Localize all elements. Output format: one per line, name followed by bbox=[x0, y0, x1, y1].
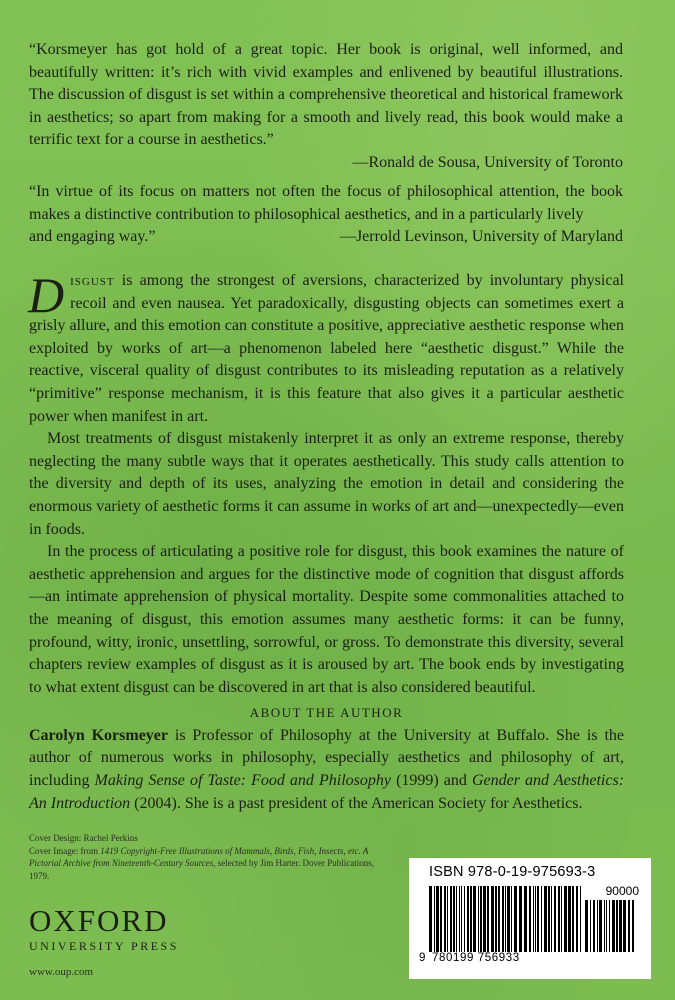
barcode-digits: 9 780199 756933 bbox=[419, 952, 520, 964]
publisher-website: www.oup.com bbox=[29, 966, 94, 978]
cover-design-credit: Cover Design: Rachel Perkins bbox=[29, 833, 138, 843]
publisher-subtitle: UNIVERSITY PRESS bbox=[29, 939, 179, 953]
endorsement-quote-2 bbox=[29, 181, 623, 249]
quote-attribution: —Ronald de Sousa, University of Toronto bbox=[352, 153, 623, 171]
book-description bbox=[28, 267, 625, 815]
isbn-label: ISBN 978-0-19-975693-3 bbox=[429, 864, 596, 880]
ean-barcode-icon bbox=[429, 886, 585, 952]
drop-cap: D bbox=[28, 267, 65, 323]
quote-attribution: —Jerrold Levinson, University of Maryland bbox=[339, 228, 623, 246]
book-title-2: Gender and Aesthetics: An Introduction bbox=[29, 772, 625, 812]
quote-text: “Korsmeyer has got hold of a great topic. Her book is original, well informed, and beautifully written: it’s rich with vivid examples and enlivened by beautiful illustrations. The discussion of disgust is set within a comprehensive theoretical and historical framework in aesthetics; so apart from making for a smooth and lively read, this book would make a terrific text for a course in aesthetics.” bbox=[29, 41, 623, 149]
price-barcode-icon bbox=[585, 900, 637, 952]
quote-text: “In virtue of its focus on matters not often the focus of philosophical attention, the book makes a distinctive contribution to philosophical aesthetics, and in a particularly lively bbox=[29, 183, 623, 223]
publisher-logo: OXFORD bbox=[29, 903, 169, 938]
description-paragraph-3: In the process of articulating a positive role for disgust, this book examines the nature of aesthetic apprehension and argues for the distinctive mode of cognition that disgust affords—an intimate apprehension of physical mortality. Despite some commonalities attached to the meaning of disgust, this emotion assumes many aesthetic forms: it can be funny, profound, witty, ironic, unsettling, sorrowful, or gross. To demonstrate this diversity, several chapters review examples of disgust as it is aroused by art. The book ends by investigating to what extent disgust can be discovered in art that is also considered beautiful. bbox=[29, 543, 624, 696]
quote-last-line: and engaging way.” bbox=[29, 228, 156, 246]
author-name: Carolyn Korsmeyer bbox=[29, 726, 168, 744]
about-author-text: Carolyn Korsmeyer is Professor of Philosophy at the University at Buffalo. She is the author of numerous works in philosophy, especially aesthetics and philosophy of art, including Making Sense of Taste: Food and Philosophy (1999) and Gender and Aesthetics: An Introduction (2004). She is a past president of the American Society for Aesthetics. bbox=[29, 726, 625, 812]
book-title-1: Making Sense of Taste: Food and Philosophy bbox=[94, 772, 391, 790]
price-code: 90000 bbox=[605, 884, 639, 898]
endorsement-quote-1 bbox=[29, 39, 623, 175]
cover-credits bbox=[29, 832, 389, 882]
small-caps-lead: isgust bbox=[70, 272, 115, 289]
description-paragraph-1: Disgust is among the strongest of aversions, characterized by involuntary physical recoil and even nausea. Yet paradoxically, disgusting objects can sometimes exert a grisly allure, and this emotion can constitute a positive, appreciative aesthetic response when exploited by works of art—a phenomenon labeled here “aesthetic disgust.” While the reactive, visceral quality of disgust contributes to its misleading reputation as a relatively “primitive” response mechanism, it is this feature that also gives it a particular aesthetic power when manifest in art. bbox=[28, 267, 624, 425]
cover-image-credit: Cover Image: from 1419 Copyright-Free Illustrations of Mammals, Birds, Fish, Insects, etc. A Pictorial Archive from Nineteenth-Century Sources, selected by Jim Harter. Dover Publications, 1979. bbox=[29, 845, 375, 881]
description-paragraph-2: Most treatments of disgust mistakenly interpret it as only an extreme response, thereby neglecting the many subtle ways that it operates aesthetically. This study calls attention to the diversity and depth of its uses, analyzing the emotion in detail and considering the enormous variety of aesthetic forms it can assume in works of art and—unexpectedly—even in foods. bbox=[29, 430, 624, 538]
about-author-heading: ABOUT THE AUTHOR bbox=[249, 705, 404, 721]
barcode-panel bbox=[409, 858, 651, 979]
